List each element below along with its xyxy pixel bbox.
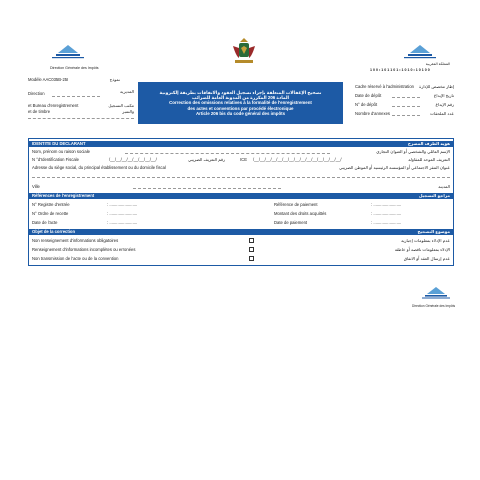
name-label-ar: الإسم العائلي والشخصي أو العنوان التجاري — [376, 149, 450, 154]
dgi-logo-left — [48, 44, 88, 60]
left-logo-caption: Direction Générale des Impôts — [50, 66, 99, 70]
bureau-label-2: et de timbre — [28, 109, 51, 114]
address-label: Adresse du siège social, du principal établissement ou du domicile fiscal — [32, 165, 166, 170]
if-label: N °d'Identification Fiscale — [32, 157, 79, 162]
banner-ar-1: تصحيح الإغفالات المتعلقة بإجراء تسجيل العقود والاتفاقات بطريقة إلكترونية — [159, 89, 322, 95]
royal-emblem-icon — [230, 36, 258, 66]
bureau-label-ar-2: والتمبر — [122, 109, 134, 114]
ville-label: Ville — [32, 184, 40, 189]
date-paiement-label: Date de paiement — [274, 220, 308, 225]
correction-title: Objet de la correction — [32, 229, 76, 234]
direction-label-ar: المديرية — [120, 89, 134, 94]
ville-label-ar: المدينة — [438, 184, 450, 189]
modele-label: Modèle AAC035B-25I — [28, 77, 69, 82]
correction-checkbox[interactable] — [249, 256, 254, 261]
banner-ar-2: المادة 206 المكررة من المدونة العامة للضرائب — [191, 95, 290, 101]
declaration-form — [28, 138, 454, 266]
name-row[interactable] — [29, 148, 453, 155]
ordre-label: N° Ordre de recette — [32, 211, 69, 216]
dgi-logo-right — [400, 44, 440, 60]
references-section-header — [29, 193, 453, 199]
registre-input[interactable]: : ........................ — [107, 202, 138, 207]
ordre-row[interactable] — [29, 210, 453, 217]
correction-item-label-ar: عدم الإدلاء بمعلومات إجبارية — [401, 238, 450, 243]
ref-paiement-label: Référence de paiement — [274, 202, 318, 207]
form-title-banner — [138, 82, 343, 124]
if-label-ar: رقم التعريف الضريبي — [188, 157, 225, 162]
ice-input[interactable]: /__/__/__/__/__/__/__/__/__/__/__/__/__/__/__/ — [253, 157, 342, 162]
identity-section-header — [29, 141, 453, 147]
ville-row[interactable] — [29, 183, 453, 190]
banner-fr-1: Correction des omissions relatives à la formalité de l'enregistrement — [169, 100, 312, 106]
identity-title: IDENTITE DU DECLARANT — [32, 141, 86, 146]
reserved-label-ar: إطار مخصص للإدارة — [419, 84, 454, 89]
if-ice-row — [29, 156, 453, 163]
name-label: Nom, prénom ou raison sociale — [32, 149, 90, 154]
correction-item-label: Renseignement d'informations incomplètes ou erronées — [32, 247, 136, 252]
date-depot-label: Date de dépôt — [355, 93, 382, 98]
bureau-input-line[interactable] — [28, 118, 134, 119]
correction-item[interactable] — [29, 255, 453, 262]
correction-item-label-ar: الإدلاء بمعلومات ناقصة أو خاطئة — [394, 247, 450, 252]
correction-section-header — [29, 229, 453, 235]
correction-checkbox[interactable] — [249, 247, 254, 252]
banner-fr-3: Article 206 bis du code général des impôts — [195, 110, 286, 116]
ordre-input[interactable]: : ........................ — [107, 211, 138, 216]
ice-label: ICE — [240, 157, 247, 162]
right-top-arabic: المملكة المغربية — [425, 62, 450, 66]
registre-row[interactable] — [29, 201, 453, 208]
bureau-label: et Bureau d'enregistrement — [28, 103, 79, 108]
right-codes: 1 0 0 • 1 0 1 1 0 1 • 1 0 1 0 • 1 0 1 0 0 — [370, 68, 430, 72]
address-input-line[interactable] — [32, 177, 450, 178]
references-title: Références de l'enregistrement — [32, 193, 95, 198]
num-depot-label: N° de dépôt — [355, 102, 378, 107]
correction-item[interactable] — [29, 246, 453, 253]
correction-title-ar: موضوع التصحيح — [417, 229, 450, 234]
banner-fr-2: des actes et conventions par procédé électronique — [187, 105, 294, 111]
correction-item-label: Non renseignement d'informations obligatoires — [32, 238, 119, 243]
correction-item-label: Non transmission de l'acte ou de la convention — [32, 256, 119, 261]
ice-label-ar: التعريف الموحد للمقاولة — [408, 157, 450, 162]
date-acte-label: Date de l'acte — [32, 220, 58, 225]
direction-label: Direction — [28, 91, 45, 96]
montant-input[interactable]: : ........................ — [371, 211, 402, 216]
nb-annexes-label: Nombre d'annexes — [355, 111, 391, 116]
nb-annexes-label-ar: عدد الملحقات — [429, 111, 454, 116]
correction-item-label-ar: عدم إرسال العقد أو الاتفاق — [403, 256, 450, 261]
ville-input-line[interactable] — [133, 188, 281, 189]
direction-input-line[interactable] — [52, 96, 100, 97]
reserved-label: Cadre réservé à l'administration — [355, 84, 414, 89]
footer-logo-caption: Direction Générale des Impôts — [412, 304, 456, 308]
ref-paiement-input[interactable]: : ........................ — [371, 202, 402, 207]
references-title-ar: مراجع التسجيل — [418, 193, 450, 198]
address-label-ar: عنوان المقر الاجتماعي أو المؤسسة الرئيسية أو الموطن الضريبي — [338, 165, 450, 170]
correction-item[interactable] — [29, 237, 453, 244]
date-acte-row[interactable] — [29, 219, 453, 226]
registre-label: N° Registre d'entrée — [32, 202, 70, 207]
modele-label-ar: نموذج — [109, 77, 120, 82]
nb-annexes-input[interactable] — [392, 115, 420, 116]
montant-label: Montant des droits acquittés — [274, 211, 327, 216]
date-paiement-input[interactable]: : ........................ — [371, 220, 402, 225]
name-input-line[interactable] — [125, 153, 330, 154]
date-depot-input[interactable] — [392, 97, 420, 98]
dgi-logo-footer — [418, 286, 454, 306]
bureau-label-ar: مكتب التسجيل — [108, 103, 134, 108]
if-input[interactable]: /__/__/__/__/__/__/__/__/ — [109, 157, 157, 162]
num-depot-input[interactable] — [392, 106, 420, 107]
date-depot-label-ar: تاريخ الإيداع — [433, 93, 454, 98]
num-depot-label-ar: رقم الإيداع — [435, 102, 454, 107]
identity-title-ar: هوية الطرف المصرح — [407, 141, 450, 146]
address-row[interactable] — [29, 164, 453, 171]
date-acte-input[interactable]: : ........................ — [107, 220, 138, 225]
correction-checkbox[interactable] — [249, 238, 254, 243]
